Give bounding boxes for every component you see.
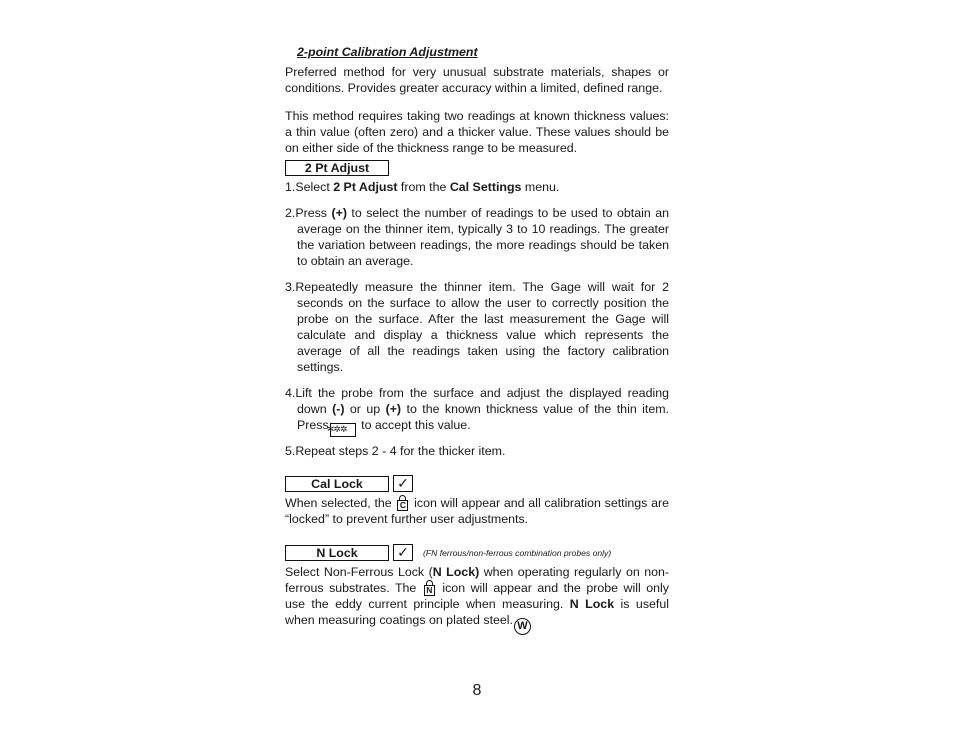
- cal-lock-box: Cal Lock: [285, 476, 389, 492]
- step-2: 2.Press (+) to select the number of readings to be used to obtain an average on the thinner item, typically 3 to 10 readings. The greater the variation between readings, the more readings should be taken to obtain an average.: [285, 206, 669, 268]
- manual-page-column: [285, 44, 669, 635]
- n-lock-box: N Lock: [285, 545, 389, 561]
- cal-lock-paragraph: When selected, the C icon will appear and all calibration settings are “locked” to prevent further user adjustments.: [285, 496, 669, 526]
- n-lock-icon: N: [424, 580, 435, 596]
- probe-note: (FN ferrous/non-ferrous combination probes only): [423, 547, 612, 558]
- n-lock-paragraph: Select Non-Ferrous Lock (N Lock) when operating regularly on non-ferrous substrates. The N icon will appear and the probe will only use the eddy current principle when measuring. N Lock is useful when measuring coatings on plated steel. W: [285, 564, 669, 635]
- step-5: 5.Repeat steps 2 - 4 for the thicker item.: [285, 444, 506, 458]
- w-circle-icon: W: [514, 618, 531, 635]
- intro-paragraph-2: This method requires taking two readings at known thickness values: a thin value (often zero) and a thicker value. These values should be on either side of the thickness range to be measured.: [285, 109, 669, 155]
- intro-paragraph-1: Preferred method for very unusual substrate materials, shapes or conditions. Provides greater accuracy within a limited, defined range.: [285, 65, 669, 95]
- zero-button-icon: ✲✲✲: [330, 423, 356, 437]
- adjust-box-row: [285, 160, 669, 176]
- step-1: 1.Select 2 Pt Adjust from the Cal Settings menu.: [285, 180, 560, 194]
- n-lock-row: [285, 544, 669, 561]
- 2pt-adjust-box: 2 Pt Adjust: [285, 160, 389, 176]
- c-lock-icon: C: [397, 495, 408, 511]
- cal-lock-row: [285, 475, 669, 492]
- step-4: 4.Lift the probe from the surface and adjust the displayed reading down (-) or up (+) to the known thickness value of the thin item. Press✲✲✲ to accept this value.: [285, 385, 669, 437]
- section-heading: 2-point Calibration Adjustment: [297, 45, 478, 59]
- page-number: 8: [472, 682, 482, 699]
- checkmark-icon: ✓: [393, 544, 413, 561]
- step-3: 3.Repeatedly measure the thinner item. The Gage will wait for 2 seconds on the surface to allow the user to correctly position the probe on the surface. After the last measurement the Gage will calculate and display a thickness value which represents the average of all the readings taken using the factory calibration settings.: [285, 280, 669, 374]
- checkmark-icon: ✓: [393, 475, 413, 492]
